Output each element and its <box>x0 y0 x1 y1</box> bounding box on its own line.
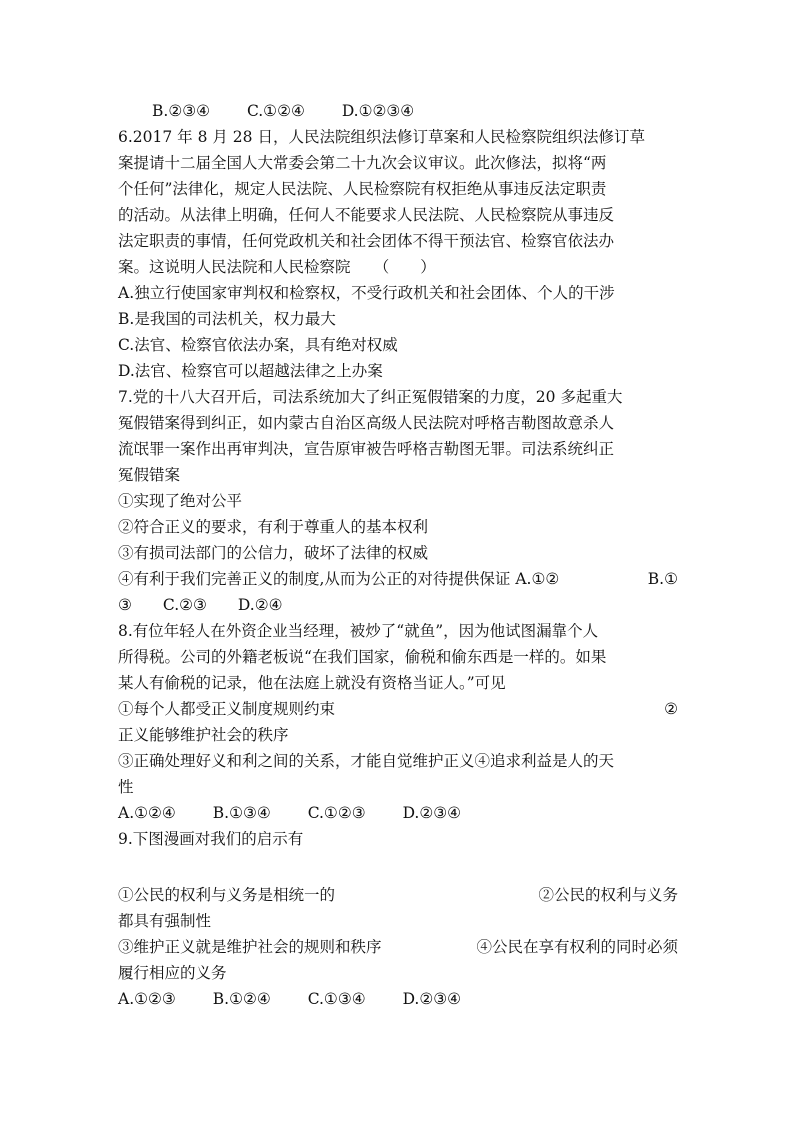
q9-item-4: ④公民在享有权利的同时必须 <box>476 938 678 956</box>
q9-item-2: ②公民的权利与义务 <box>538 886 678 904</box>
q7-stem-line: 冤假错案得到纠正，如内蒙古自治区高级人民法院对呼格吉勒图故意杀人 <box>118 414 615 432</box>
q8-option-a: A.①②④ <box>118 804 176 822</box>
q9-item-1: ①公民的权利与义务是相统一的 <box>118 886 336 904</box>
q8-item-1-line <box>118 699 678 719</box>
q9-option-a: A.①②③ <box>118 990 176 1008</box>
q8-stem-line: 某人有偷税的记录，他在法庭上就没有资格当证人。”可见 <box>118 674 506 692</box>
q8-option-c: C.①②③ <box>307 804 366 822</box>
q6-stem-line: 的活动。从法律上明确，任何人不能要求人民法院、人民检察院从事违反 <box>118 206 615 224</box>
q7-options-line: ③ C.②③ D.②④ <box>118 596 283 614</box>
q9-item-3: ③维护正义就是维护社会的规则和秩序 <box>118 938 382 956</box>
q8-item-3-4: ③正确处理好义和利之间的关系，才能自觉维护正义④追求利益是人的天 <box>118 752 615 770</box>
q7-item-4: ④有利于我们完善正义的制度,从而为公正的对待提供保证 A.①② <box>118 570 560 588</box>
q8-item-4-cont: 性 <box>118 778 134 796</box>
q6-stem-line: 法定职责的事情，任何党政机关和社会团体不得干预法官、检察官依法办 <box>118 232 615 250</box>
q7-item-2: ②符合正义的要求，有利于尊重人的基本权利 <box>118 518 429 536</box>
q6-option-b: B.是我国的司法机关，权力最大 <box>118 310 336 328</box>
q8-item-2: 正义能够维护社会的秩序 <box>118 726 289 744</box>
q7-stem-line: 冤假错案 <box>118 466 181 484</box>
q9-item-2-cont: 都具有强制性 <box>118 912 212 930</box>
q6-stem-line: 案。这说明人民法院和人民检察院 （ ） <box>118 258 436 276</box>
q8-option-b: B.①③④ <box>212 804 271 822</box>
q7-stem-line: 7.党的十八大召开后，司法系统加大了纠正冤假错案的力度，20 多起重大 <box>118 388 623 406</box>
q7-stem-line: 流氓罪一案作出再审判决，宣告原审被告呼格吉勒图无罪。司法系统纠正 <box>118 440 615 458</box>
q6-stem-line: 案提请十二届全国人大常委会第二十九次会议审议。此次修法，拟将“两 <box>118 154 607 172</box>
q9-item-4-cont: 履行相应的义务 <box>118 964 227 982</box>
q7-item-3: ③有损司法部门的公信力，破坏了法律的权威 <box>118 544 429 562</box>
q7-option-b-start: B.① <box>647 570 678 588</box>
option-c: C.①②④ <box>246 102 305 120</box>
q6-stem-line: 6.2017 年 8 月 28 日，人民法院组织法修订草案和人民检察院组织法修订草 <box>118 128 645 146</box>
prev-options <box>118 101 712 121</box>
q7-item-1: ①实现了绝对公平 <box>118 492 243 510</box>
q8-item-1: ①每个人都受正义制度规则约束 <box>118 700 336 718</box>
q6-stem-line: 个任何”法律化，规定人民法院、人民检察院有权拒绝从事违反法定职责 <box>118 180 607 198</box>
q8-stem-line: 所得税。公司的外籍老板说“在我们国家，偷税和偷东西是一样的。如果 <box>118 648 607 666</box>
q9-option-d: D.②③④ <box>402 990 462 1008</box>
q9-option-b: B.①②④ <box>212 990 271 1008</box>
q6-option-d: D.法官、检察官可以超越法律之上办案 <box>118 362 383 380</box>
q7-item-4-line <box>118 569 678 589</box>
q9-stem: 9.下图漫画对我们的启示有 <box>118 830 304 848</box>
q6-option-a: A.独立行使国家审判权和检察权，不受行政机关和社会团体、个人的干涉 <box>118 284 615 302</box>
q9-items-line-1 <box>118 885 678 905</box>
q9-options <box>118 989 678 1009</box>
q8-item-2-mark: ② <box>664 700 678 718</box>
q8-options <box>118 803 678 823</box>
option-b: B.②③④ <box>152 102 211 120</box>
q9-items-line-2 <box>118 937 678 957</box>
q6-option-c: C.法官、检察官依法办案，具有绝对权威 <box>118 336 398 354</box>
q9-option-c: C.①③④ <box>307 990 366 1008</box>
q8-option-d: D.②③④ <box>402 804 462 822</box>
q8-stem-line: 8.有位年轻人在外资企业当经理，被炒了“就鱼”，因为他试图漏靠个人 <box>118 622 599 640</box>
option-d: D.①②③④ <box>341 102 415 120</box>
